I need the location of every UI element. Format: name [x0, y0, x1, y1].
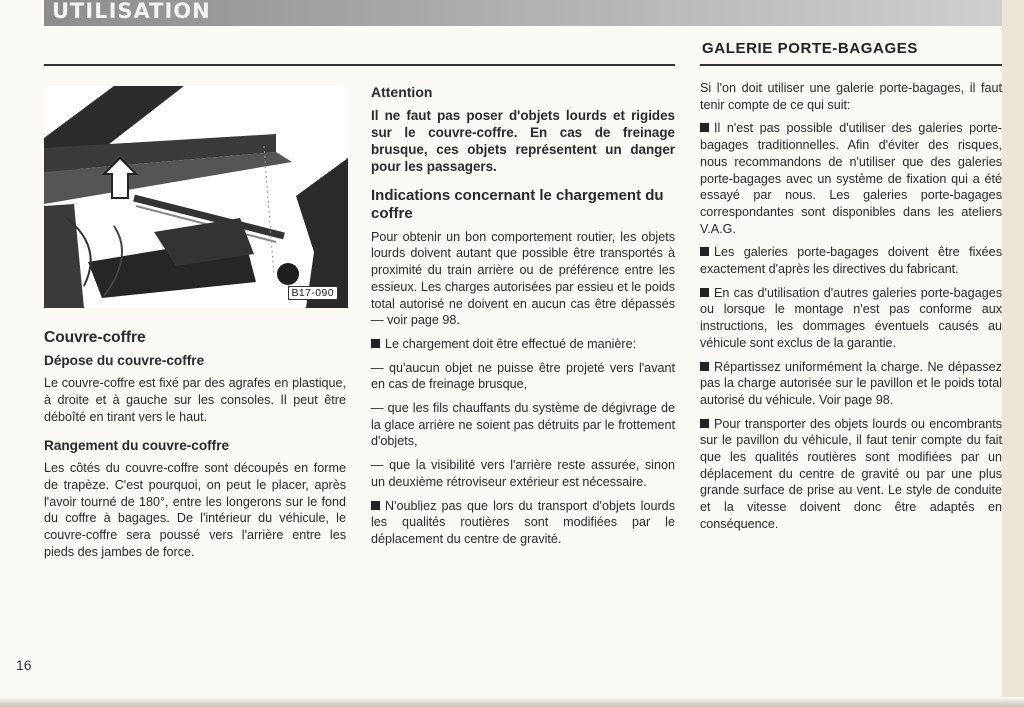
paragraph-rangement: Les côtés du couvre-coffre sont découpés en forme de trapèze. C'est pourquoi, on peut le placer, après l'avoir tourné de 180°, entre les longerons sur le fond du coffre à bagages. De l'intérieur du véhicule, le couvre-coffre sera poussé vers l'arrière entre les pieds des jambes de force. [44, 461, 346, 559]
heading-chargement: Indications concernant le chargement du coffre [371, 186, 664, 222]
paragraph-oubliez [371, 498, 675, 548]
bullet-text: Il n'est pas possible d'utiliser des galeries porte-bagages traditionnelles. Afin d'éviter des risques, nous recommandons de n'utiliser que des galeries porte-bagages avec un système de fixation qui a été essayé par nous. Les galeries porte-bagages correspondantes sont disponibles dans les ateliers V.A.G. [700, 121, 1002, 236]
bullet-item-5 [700, 416, 1002, 533]
page-header-title: UTILISATION [52, 0, 211, 23]
bullet-item-1 [700, 120, 1002, 237]
figure-label: B17-090 [288, 286, 339, 300]
bullet-square-icon [700, 288, 709, 297]
heading-couvre-coffre: Couvre-coffre [44, 329, 146, 346]
bullet-square-icon [700, 247, 709, 256]
trunk-cover-illustration [44, 86, 348, 308]
warning-text: Il ne faut pas poser d'objets lourds et rigides sur le couvre-coffre. En cas de freinage brusque, ces objets représentent un danger pour les passagers. [371, 107, 675, 174]
bullet-square-icon [700, 419, 709, 428]
paragraph-chargement: Pour obtenir un bon comportement routier, les objets lourds doivent autant que possible être transportés à proximité du train arrière ou de préférence entre les essieux. Les charges autorisées par essieu et le poids total autorisé ne doivent en aucun cas être dépassés — voir page 98. [371, 229, 675, 328]
right-column [700, 80, 1002, 540]
middle-column [371, 84, 675, 555]
rule-left [44, 64, 675, 66]
bullet-square-icon [700, 362, 709, 371]
bullet-text: Les galeries porte-bagages doivent être fixées exactement d'après les directives du fabricant. [700, 245, 1002, 277]
page-edge [1002, 0, 1024, 707]
bullet-text: Pour transporter des objets lourds ou encombrants sur le pavillon du véhicule, il faut tenir compte du fait que les qualités routières sont modifiées par un déplacement du centre de gravité ou par une plus grande surface de prise au vent. Le style de conduite et la vitesse doivent donc être adaptés en conséquence. [700, 416, 1002, 531]
bullet-item-4 [700, 359, 1002, 409]
bullet-item-3 [700, 285, 1002, 352]
trunk-drawing [44, 86, 348, 308]
paragraph-maniere [371, 336, 675, 353]
left-column [44, 330, 346, 567]
bullet-text: N'oubliez pas que lors du transport d'objets lourds les qualités routières sont modifiées par le déplacement du centre de gravité. [371, 498, 675, 546]
bullet-square-icon [700, 123, 709, 132]
dash-item-3: — que la visibilité vers l'arrière reste assurée, sinon un deuxième rétroviseur extérieur est nécessaire. [371, 458, 675, 489]
bullet-square-icon [371, 339, 380, 348]
dash-item-2: — que les fils chauffants du système de dégivrage de la glace arrière ne soient pas détruits par le frottement d'objets, [371, 401, 675, 449]
attention-heading: Attention [371, 84, 433, 100]
bullet-text: Répartissez uniformément la charge. Ne dépassez pas la charge autorisée sur le pavillon et le poids total autorisé du véhicule. Voir page 98. [700, 359, 1002, 407]
bullet-square-icon [371, 501, 380, 510]
bullet-item-2 [700, 244, 1002, 277]
paragraph-intro: Si l'on doit utiliser une galerie porte-bagages, il faut tenir compte de ce qui suit: [700, 81, 1002, 112]
heading-depose: Dépose du couvre-coffre [44, 352, 205, 368]
rule-right [700, 64, 1002, 66]
bullet-text: Le chargement doit être effectué de manière: [385, 336, 637, 351]
page-number: 16 [16, 657, 32, 673]
section-title: GALERIE PORTE-BAGAGES [702, 40, 918, 57]
paragraph-depose: Le couvre-coffre est fixé par des agrafes en plastique, à droite et à gauche sur les consoles. Il peut être déboîté en tirant vers le haut. [44, 376, 346, 424]
bullet-text: En cas d'utilisation d'autres galeries porte-bagages ou lorsque le montage n'est pas conforme aux instructions, les dommages éventuels causés au véhicule sont exclus de la garantie. [700, 285, 1002, 350]
heading-rangement: Rangement du couvre-coffre [44, 437, 230, 453]
dash-item-1: — qu'aucun objet ne puisse être projeté vers l'avant en cas de freinage brusque, [371, 360, 675, 392]
page-bottom-shadow [0, 697, 1024, 707]
